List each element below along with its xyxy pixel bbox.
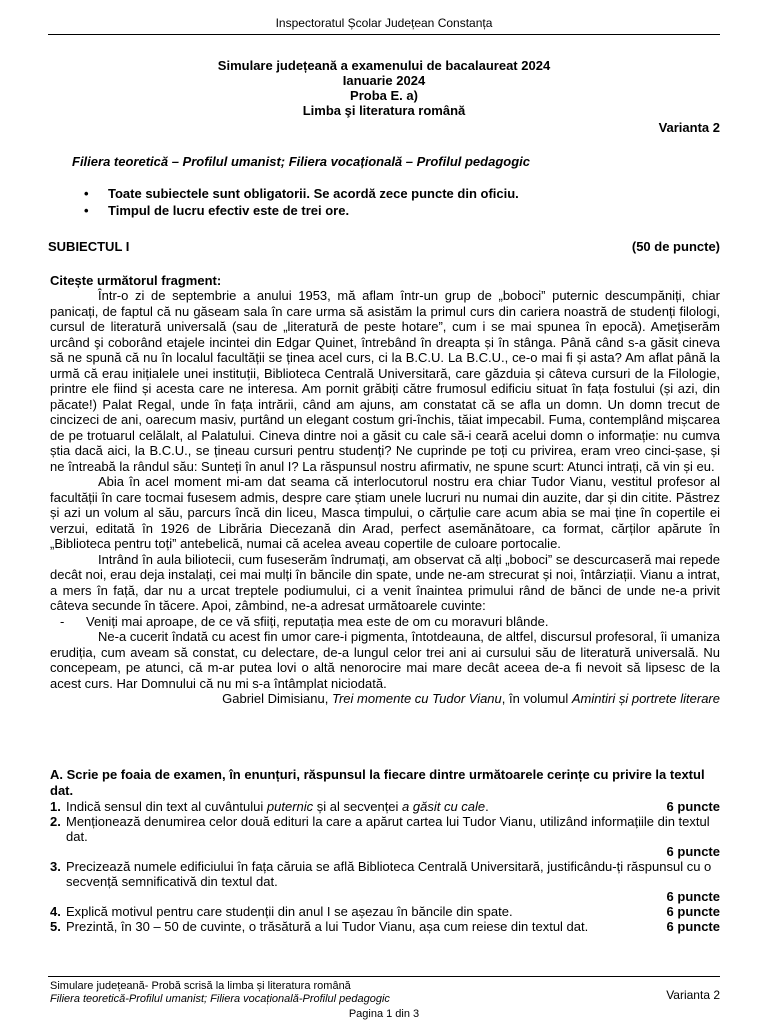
task-points: 6 puncte	[666, 844, 720, 859]
task-item	[50, 919, 720, 934]
footer-variant: Varianta 2	[666, 988, 720, 1002]
task-item	[50, 814, 720, 844]
task-item	[50, 904, 720, 919]
source-connector: , în volumul	[501, 691, 569, 706]
task-number: 2.	[50, 814, 61, 829]
page-number: Pagina 1 din 3	[348, 1008, 420, 1020]
task-text-part: Indică sensul din text al cuvântului	[66, 799, 267, 814]
footer-rule	[48, 976, 720, 977]
task-text: Prezintă, în 30 – 50 de cuvinte, o trăsătură a lui Tudor Vianu, așa cum reiese din textul dat.	[66, 919, 589, 934]
header-rule	[48, 34, 720, 35]
footer-text	[50, 980, 390, 1006]
task-number: 4.	[50, 904, 61, 919]
instruction-item: • Toate subiectele sunt obligatorii. Se acordă zece puncte din oficiu.	[84, 185, 519, 202]
task-section	[50, 767, 720, 934]
task-text	[66, 799, 659, 814]
fragment-paragraph: Ne-a cucerit îndată cu acest fin umor care-i pigmenta, întotdeauna, de altfel, discursul profesoral, îi umaniza erudiția, cum aveam să constat, cu delectare, de-a lungul celor trei ani ai cursului său de literatură universală. Nu concepeam, pe atunci, că m-ar putea lovi o altă nenorocire mai mare decât aceea de-a fi nevoit să lipsesc de la acest curs. Har Domnului că nu mi s-a întâmplat niciodată.	[50, 629, 720, 691]
variant-label: Varianta 2	[658, 120, 720, 135]
subject-label: SUBIECTUL I	[48, 239, 130, 254]
task-text: Menționează denumirea celor două edituri la care a apărut cartea lui Tudor Vianu, utilizând informațiile din textul dat.	[66, 814, 710, 844]
fragment-paragraph: Abia în acel moment mi-am dat seama că interlocutorul nostru era chiar Tudor Vianu, vestitul profesor al facultății în care tocmai fusesem admis, despre care știam unele lucruri nu numai din auzite, dar și din citite. Păstrez și azi un volum al său, parcurs încă din liceu, Masca timpului, o cărțulie care acum abia se mai ține în copertile ei verzui, editată în 1926 de Librăria Diecezană din Arad, perfect asemănătoare, ca format, cărților apărute în „Biblioteca pentru toți” antebelică, numai că acelea aveau copertile de culoare portocalie.	[50, 474, 720, 551]
exam-title: Simulare județeană a examenului de bacalaureat 2024	[217, 58, 551, 73]
exam-subject: Limba şi literatura română	[302, 103, 466, 118]
task-points: 6 puncte	[666, 799, 720, 814]
task-item	[50, 799, 720, 814]
task-heading: A. Scrie pe foaia de examen, în enunțuri, răspunsul la fiecare dintre următoarele cerințe cu privire la textul dat.	[50, 767, 705, 798]
task-points: 6 puncte	[666, 919, 720, 934]
fragment-source	[50, 691, 720, 707]
fragment-paragraph: Într-o zi de septembrie a anului 1953, mă aflam într-un grup de „boboci” puternic descumpăniți, chiar panicați, de faptul că nu găseam sala în care urma să asistăm la primul curs din cariera noastră de studenți filologi, cursul de literatură universală (sau de „literatură de peste hotare”, cum i se mai spunea în epocă). Ameţiserăm urcând şi coborând etajele incintei din Edgar Quinet, întrebând în dreapta și în stânga. Până când s-a găsit cineva să ne spună că nu în localul facultății se ținea acel curs, ci la B.C.U. La B.C.U., ce-o mai fi și asta? Am aflat până la urmă că erau inițialele unei instituții, Biblioteca Centrală Universitară, care găzduia și câteva cursuri de la Filologie, printre ele fiind și acesta care ne interesa. Am pornit grăbiți către frumosul edificiu situat în fața fostului (și azi, din păcate!) Palat Regal, unde în fața intrării, când am ajuns, am constatat că se afla un domn. Un domn trecut de cincizeci de ani, oarecum masiv, purtând un elegant costum gri-închis, tăiat impecabil. Fuma, contemplând mișcarea de pe trotuarul celălalt, al Palatului. Cineva dintre noi a găsit cu cale să-i ceară acelui domn o informație: nu cumva știa dacă aici, la B.C.U., se țineau cursuri pentru studenți? Ne cuprinde pe toți cu privirea, eram vreo cinci-șase, și ne întreabă la rândul său: Sunteți în anul I? La răspunsul nostru afirmativ, ne spune scurt: Atunci intrați, că vin și eu.	[50, 288, 720, 474]
task-text-emphasis: puternic	[266, 799, 314, 814]
filiera-line: Filiera teoretică – Profilul umanist; Filiera vocațională – Profilul pedagogic	[72, 154, 531, 169]
footer-line-2: Filiera teoretică-Profilul umanist; Filiera vocațională-Profilul pedagogic	[50, 993, 390, 1005]
dialog-text: Veniți mai aproape, de ce vă sfiiți, reputația mea este de om cu moravuri blânde.	[86, 613, 549, 629]
subject-heading	[48, 239, 720, 254]
dialog-dash: -	[60, 613, 65, 629]
task-text: Precizează numele edificiului în fața căruia se află Biblioteca Centrală Universitară, justificându-ți răspunsul cu o secvență semnificativă din textul dat.	[66, 859, 712, 889]
footer-line-1: Simulare județeană- Probă scrisă la limba și literatura română	[50, 980, 351, 992]
task-text: Explică motivul pentru care studenții din anul I se așezau în băncile din spate.	[66, 904, 513, 919]
exam-date: Ianuarie 2024	[342, 73, 426, 88]
task-number: 5.	[50, 919, 61, 934]
task-number: 3.	[50, 859, 61, 874]
subject-points: (50 de puncte)	[631, 239, 720, 254]
exam-title-block	[48, 58, 720, 118]
source-author: Gabriel Dimisianu,	[222, 691, 329, 706]
task-item	[50, 859, 720, 889]
instruction-item: • Timpul de lucru efectiv este de trei ore.	[84, 202, 519, 219]
source-work: Trei momente cu Tudor Vianu	[331, 691, 502, 706]
reading-fragment	[50, 288, 720, 707]
source-volume: Amintiri și portrete literare	[571, 691, 720, 706]
instructions-list	[84, 185, 519, 219]
task-number: 1.	[50, 799, 61, 814]
exam-proba: Proba E. a)	[350, 88, 418, 103]
reading-heading: Citește următorul fragment:	[50, 273, 222, 288]
task-text-part: și al secvenței	[313, 799, 403, 814]
fragment-paragraph: Intrând în aula biliotecii, cum fuseserăm îndrumați, am observat că alți „boboci” se descurcaseră mai repede decât noi, erau deja instalați, cei mai mulți în băncile din spate, unde ne-am strecurat și noi, întârziații. Vianu a intrat, a mers în față, dar nu a urcat treptele podiumului, ci a venit înaintea primului rând de bănci de unde ne-a privit câteva secunde în tăcere. Apoi, zâmbind, ne-a adresat următoarele cuvinte:	[50, 551, 720, 613]
fragment-dialog	[50, 614, 720, 630]
institution-header: Inspectoratul Școlar Județean Constanța	[275, 16, 493, 30]
task-points: 6 puncte	[666, 904, 720, 919]
task-text-emphasis: a găsit cu cale	[402, 799, 486, 814]
task-text-part: .	[485, 799, 489, 814]
task-points: 6 puncte	[666, 889, 720, 904]
